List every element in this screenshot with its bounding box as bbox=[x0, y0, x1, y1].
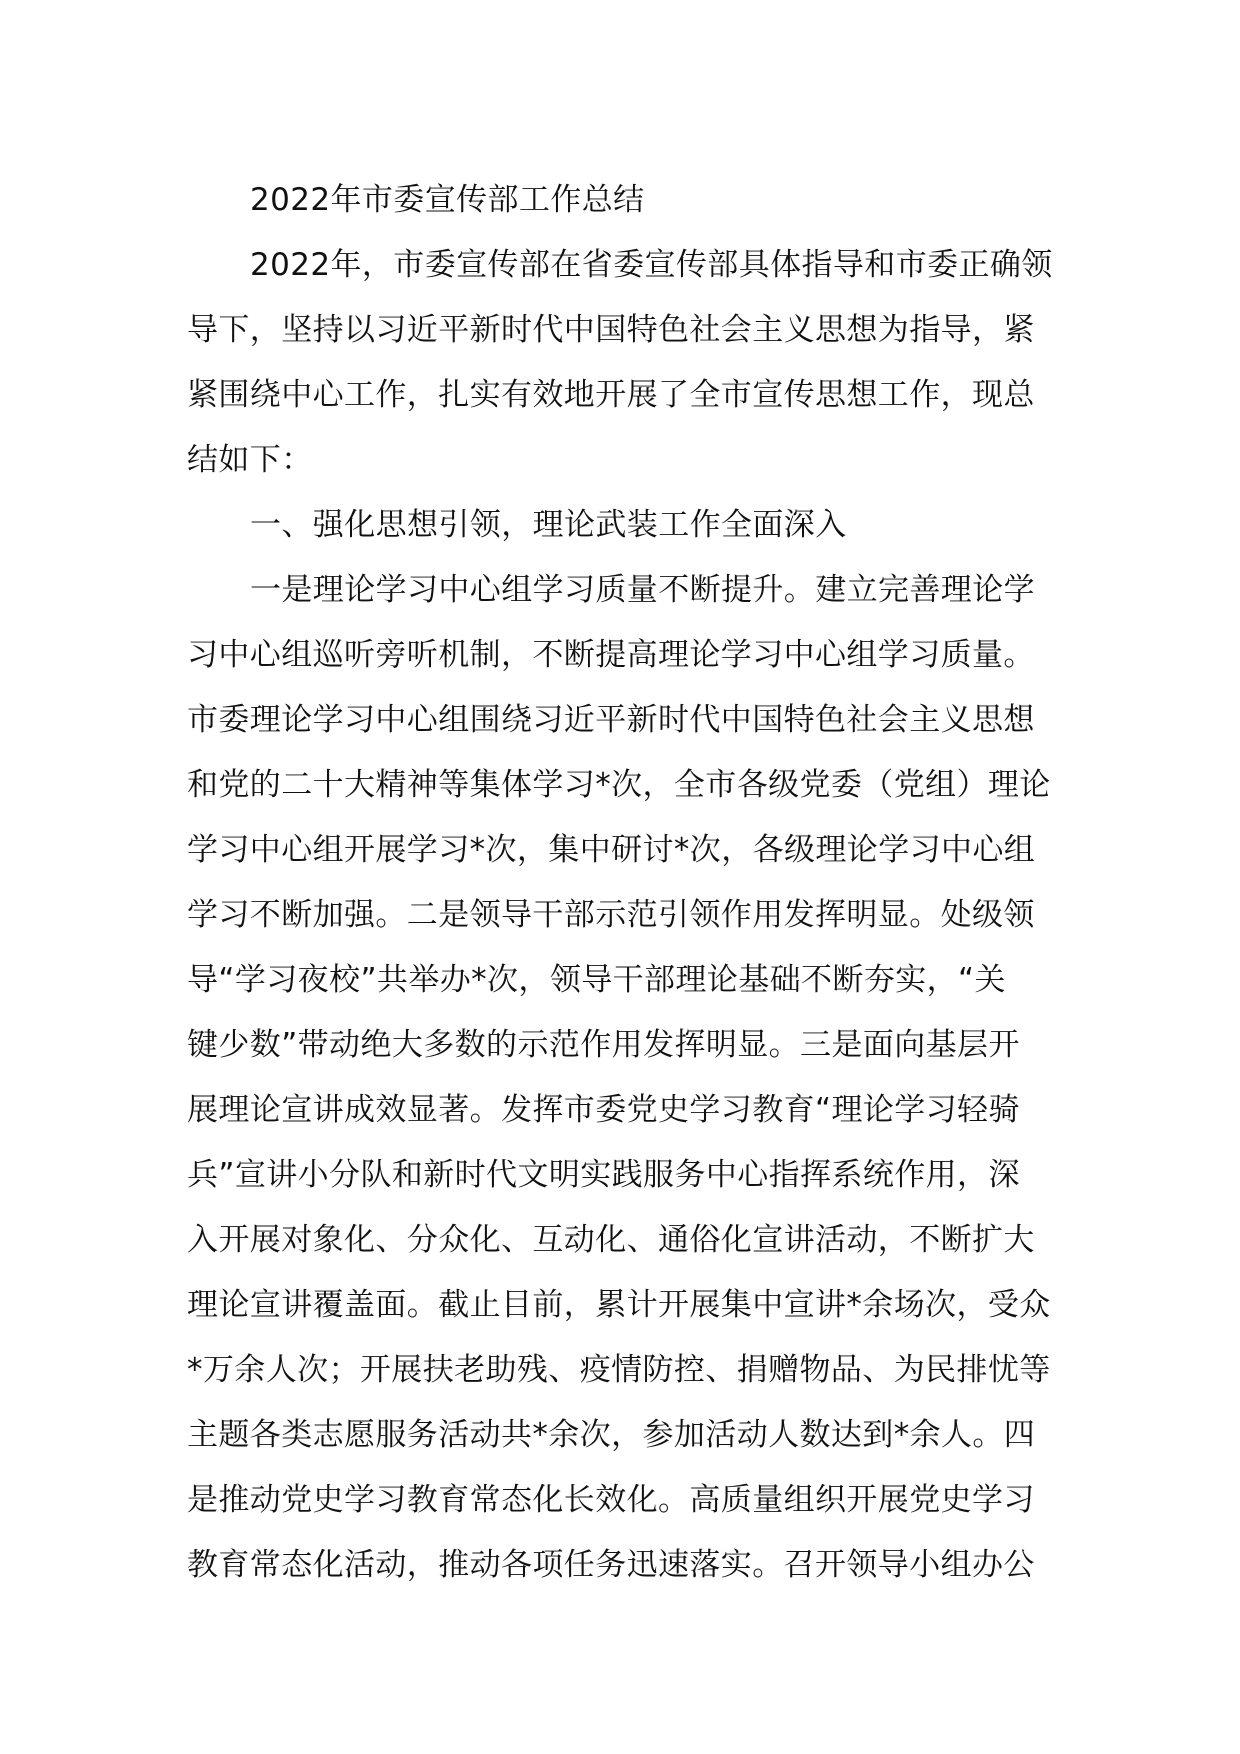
paragraph-intro-line: 2022年，市委宣传部在省委宣传部具体指导和市委正确领 bbox=[250, 247, 1053, 283]
paragraph-intro-line: 结如下： bbox=[187, 442, 313, 478]
paragraph-body-line: 是推动党史学习教育常态化长效化。高质量组织开展党史学习 bbox=[187, 1482, 1035, 1518]
paragraph-body-line: 一是理论学习中心组学习质量不断提升。建立完善理论学 bbox=[250, 572, 1035, 608]
paragraph-body-line: 兵”宣讲小分队和新时代文明实践服务中心指挥系统作用，深 bbox=[187, 1157, 1020, 1193]
paragraph-intro-line: 导下，坚持以习近平新时代中国特色社会主义思想为指导，紧 bbox=[187, 312, 1035, 348]
paragraph-body-line: 市委理论学习中心组围绕习近平新时代中国特色社会主义思想 bbox=[187, 702, 1035, 738]
paragraph-body-line: 主题各类志愿服务活动共*余次，参加活动人数达到*余人。四 bbox=[187, 1417, 1036, 1453]
paragraph-body-line: 学习中心组开展学习*次，集中研讨*次，各级理论学习中心组 bbox=[187, 832, 1036, 868]
paragraph-body-line: 导“学习夜校”共举办*次，领导干部理论基础不断夯实，“关 bbox=[187, 962, 1006, 998]
paragraph-body-line: 入开展对象化、分众化、互动化、通俗化宣讲活动，不断扩大 bbox=[187, 1222, 1035, 1258]
paragraph-body-line: 教育常态化活动，推动各项任务迅速落实。召开领导小组办公 bbox=[187, 1547, 1035, 1583]
paragraph-body-line: 展理论宣讲成效显著。发挥市委党史学习教育“理论学习轻骑 bbox=[187, 1092, 1020, 1128]
paragraph-body-line: *万余人次；开展扶老助残、疫情防控、捐赠物品、为民排忧等 bbox=[187, 1352, 1051, 1388]
paragraph-body-line: 和党的二十大精神等集体学习*次，全市各级党委（党组）理论 bbox=[187, 767, 1051, 803]
paragraph-body-line: 理论宣讲覆盖面。截止目前，累计开展集中宣讲*余场次，受众 bbox=[187, 1287, 1051, 1323]
paragraph-body-line: 习中心组巡听旁听机制，不断提高理论学习中心组学习质量。 bbox=[187, 637, 1035, 673]
paragraph-body-line: 键少数”带动绝大多数的示范作用发挥明显。三是面向基层开 bbox=[187, 1027, 1020, 1063]
document-title: 2022年市委宣传部工作总结 bbox=[250, 182, 645, 218]
paragraph-intro-line: 紧围绕中心工作，扎实有效地开展了全市宣传思想工作，现总 bbox=[187, 377, 1035, 413]
document-body bbox=[187, 168, 1057, 1598]
section-heading: 一、强化思想引领，理论武装工作全面深入 bbox=[250, 507, 847, 543]
paragraph-body-line: 学习不断加强。二是领导干部示范引领作用发挥明显。处级领 bbox=[187, 897, 1035, 933]
